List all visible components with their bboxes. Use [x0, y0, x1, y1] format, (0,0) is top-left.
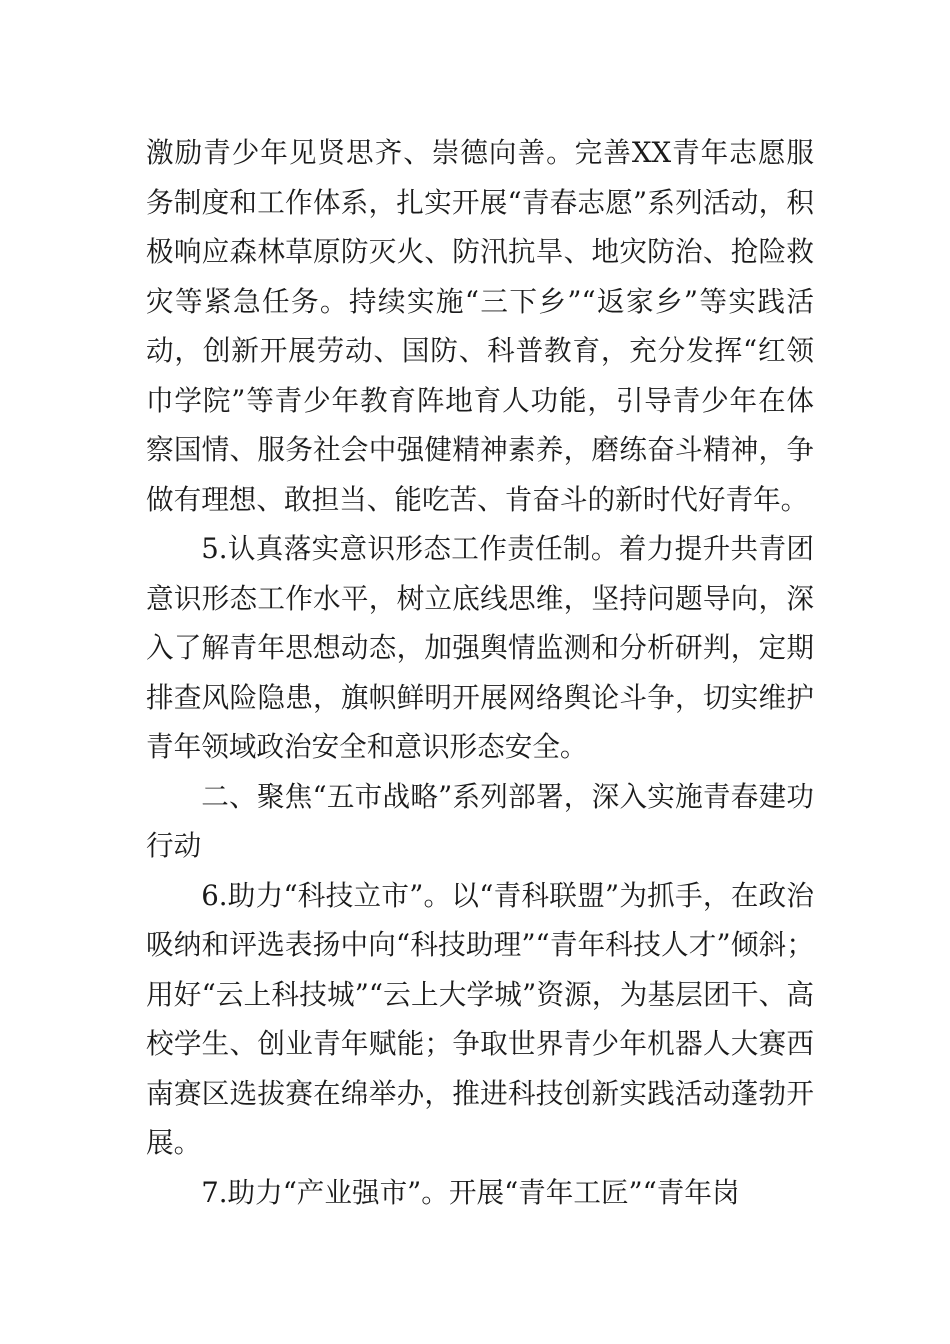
- document-body: [146, 128, 814, 1217]
- paragraph-industry-city: 7.助力“产业强市”。开展“青年工匠”“青年岗: [201, 1175, 740, 1209]
- section-heading-two: 二、聚焦“五市战略”系列部署，深入实施青春建功行动: [146, 779, 814, 862]
- paragraph-tech-city: 6.助力“科技立市”。以“青科联盟”为抓手，在政治吸纳和评选表扬中向“科技助理”“青年科技人才”倾斜；用好“云上科技城”“云上大学城”资源，为基层团干、高校学生、创业青年赋能；争取世界青少年机器人大赛西南赛区选拔赛在绵举办，推进科技创新实践活动蓬勃开展。: [146, 878, 814, 1159]
- paragraph-ideology-responsibility: 5.认真落实意识形态工作责任制。着力提升共青团意识形态工作水平，树立底线思维，坚持问题导向，深入了解青年思想动态，加强舆情监测和分析研判，定期排查风险隐患，旗帜鲜明开展网络舆论斗争，切实维护青年领域政治安全和意识形态安全。: [146, 532, 814, 763]
- paragraph-volunteer-service: 激励青少年见贤思齐、崇德向善。完善XX青年志愿服务制度和工作体系，扎实开展“青春志愿”系列活动，积极响应森林草原防灭火、防汛抗旱、地灾防治、抢险救灾等紧急任务。持续实施“三下乡”“返家乡”等实践活动，创新开展劳动、国防、科普教育，充分发挥“红领巾学院”等青少年教育阵地育人功能，引导青少年在体察国情、服务社会中强健精神素养，磨练奋斗精神，争做有理想、敢担当、能吃苦、肯奋斗的新时代好青年。: [146, 136, 814, 516]
